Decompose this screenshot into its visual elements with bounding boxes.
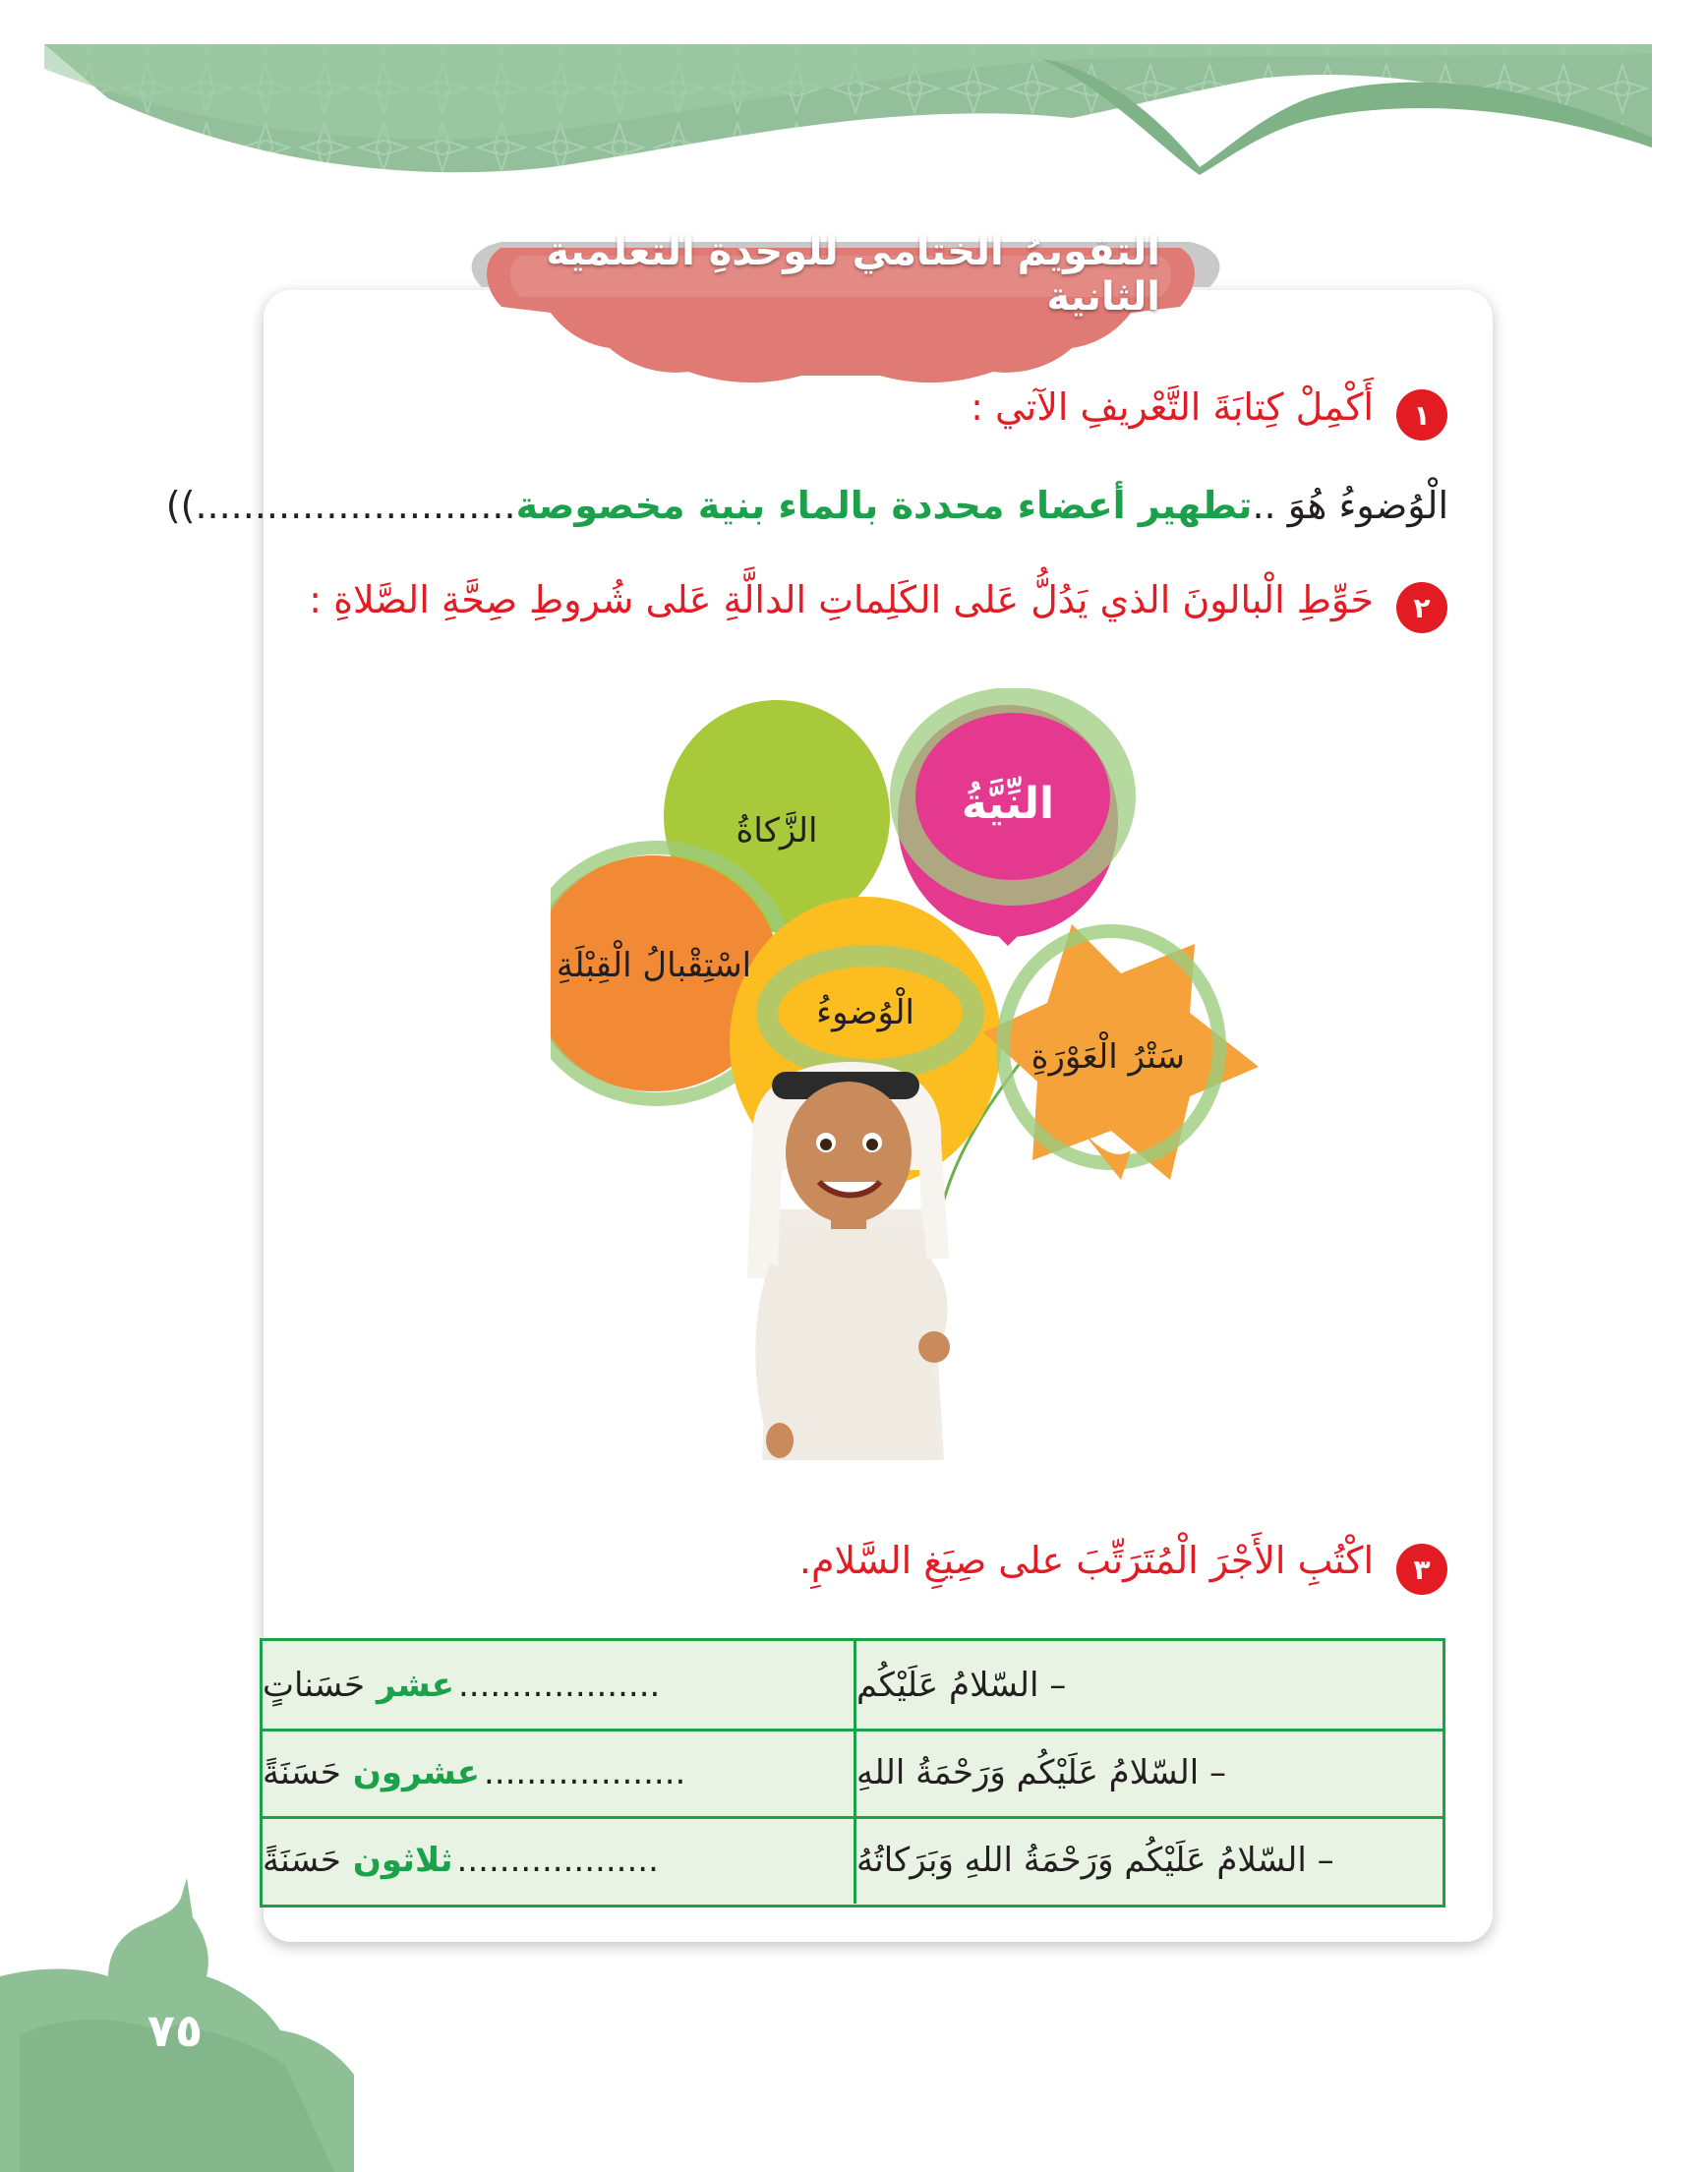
question-2-instruction: حَوِّطِ الْبالونَ الذي يَدُلُّ عَلى الكَلِماتِ الدالَّةِ عَلى شُروطِ صِحَّةِ الصَّلاةِ :	[309, 578, 1374, 621]
question-2-number: ٢	[1396, 582, 1447, 633]
page-title: التقويمُ الختامي للوحدةِ التعلمية الثانية	[546, 229, 1160, 320]
table-row	[263, 1641, 1443, 1732]
table-row	[263, 1729, 1443, 1819]
reward-answer: عشرون	[352, 1752, 480, 1792]
reward-answer: عشر	[376, 1665, 454, 1705]
question-1-instruction: أَكْمِلْ كِتابَةَ التَّعْريفِ الآتي :	[971, 385, 1374, 429]
greeting-cell: – السّلامُ عَلَيْكُم وَرَحْمَةُ اللهِ وَبَرَكاتُهُ	[856, 1840, 1334, 1880]
reward-unit: حَسَنَةً	[263, 1840, 341, 1880]
reward-dots: ...................	[456, 1840, 659, 1880]
answer-dots-before: ..	[1252, 484, 1276, 527]
reward-answer: ثلاثون	[352, 1840, 453, 1880]
boy-illustration	[733, 1062, 988, 1460]
greeting-cell: – السّلامُ عَلَيْكُم	[856, 1665, 1067, 1705]
definition-line	[166, 484, 1448, 527]
reward-dots: ...................	[483, 1752, 686, 1792]
top-decorative-band	[0, 0, 1708, 187]
definition-answer: تطهير أعضاء محددة بالماء بنية مخصوصة	[515, 484, 1253, 527]
reward-unit: حَسَناتٍ	[263, 1665, 365, 1705]
reward-cell	[263, 1641, 856, 1729]
table-row	[263, 1816, 1443, 1904]
greetings-table	[260, 1638, 1445, 1908]
question-3-number: ٣	[1396, 1544, 1447, 1595]
balloon-label-niyyah: النِّيَّةُ	[961, 779, 1055, 829]
answer-dots-after: ...........................))	[165, 484, 516, 527]
question-3-instruction: اكْتُبِ الأَجْرَ الْمُتَرَتِّبَ على صِيَغِ السَّلامِ.	[798, 1539, 1374, 1582]
balloon-label-satr: سَتْرُ الْعَوْرَةِ	[1031, 1037, 1185, 1077]
balloon-label-wudu: الْوُضوءُ	[816, 993, 914, 1032]
question-1-number: ١	[1396, 389, 1447, 440]
balloon-label-qibla: اسْتِقْبالُ الْقِبْلَةِ	[556, 946, 752, 985]
greeting-cell: – السّلامُ عَلَيْكُم وَرَحْمَةُ اللهِ	[856, 1752, 1226, 1792]
reward-cell	[263, 1729, 856, 1816]
reward-unit: حَسَنَةً	[263, 1752, 341, 1792]
definition-start: الْوُضوءُ هُوَ	[1287, 484, 1448, 527]
reward-dots: ...................	[457, 1665, 661, 1705]
page-number: ٧٥	[147, 2004, 204, 2057]
balloon-label-zakat: الزَّكاةُ	[736, 811, 818, 851]
